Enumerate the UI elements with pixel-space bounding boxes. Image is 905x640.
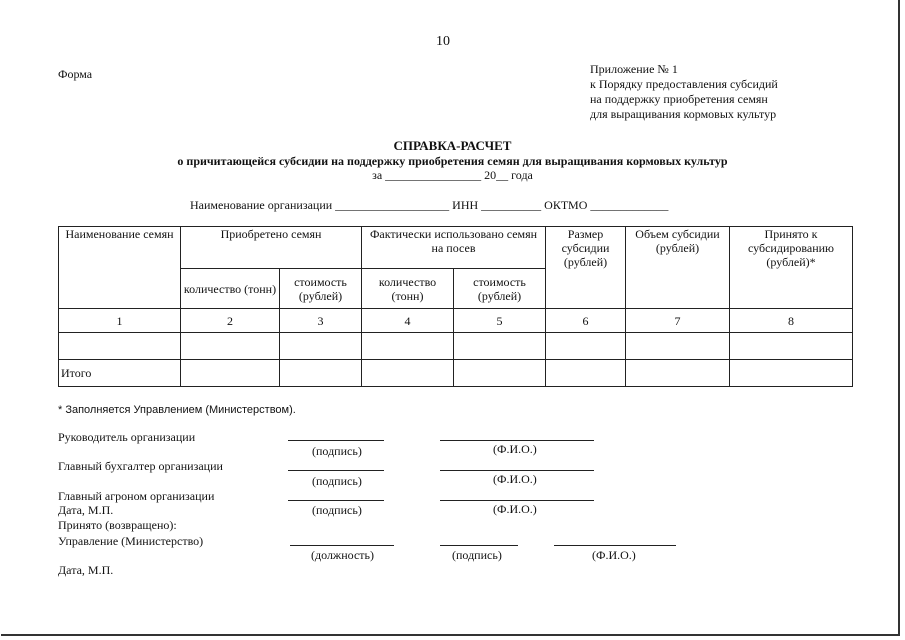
table-cell[interactable] xyxy=(59,333,181,360)
total-label: Итого xyxy=(59,360,181,387)
head-label: Руководитель организации xyxy=(58,430,196,444)
accountant-label: Главный бухгалтер организации xyxy=(58,459,223,473)
subheader-quantity-bought: количество (тонн) xyxy=(181,269,280,309)
table-cell[interactable] xyxy=(730,360,853,387)
agronomist-name-line[interactable] xyxy=(440,500,594,501)
appendix-line: к Порядку предоставления субсидий xyxy=(590,77,778,91)
accountant-name-line[interactable] xyxy=(440,470,594,471)
document-subtitle: о причитающейся субсидии на поддержку приобретения семян для выращивания кормовых культур xyxy=(177,154,728,168)
department-name-line[interactable] xyxy=(554,545,676,546)
column-number: 1 xyxy=(59,309,181,333)
footnote: * Заполняется Управлением (Министерством). xyxy=(58,404,296,416)
header-used: Фактически использовано семян на посев xyxy=(362,227,546,269)
form-label: Форма xyxy=(58,67,93,81)
header-subsidy-volume: Объем субсидии (рублей) xyxy=(626,227,730,309)
column-number: 6 xyxy=(546,309,626,333)
table-cell[interactable] xyxy=(454,360,546,387)
department-label: Управление (Министерство) xyxy=(58,534,204,548)
subheader-cost-used: стоимость (рублей) xyxy=(454,269,546,309)
table-row xyxy=(59,333,853,360)
page-number: 10 xyxy=(436,34,450,49)
name-caption: (Ф.И.О.) xyxy=(493,502,537,516)
signature-caption: (подпись) xyxy=(312,474,362,488)
department-position-line[interactable] xyxy=(290,545,394,546)
table-cell[interactable] xyxy=(181,333,280,360)
signature-caption: (подпись) xyxy=(452,548,502,562)
subheader-cost-bought: стоимость (рублей) xyxy=(280,269,362,309)
head-name-line[interactable] xyxy=(440,440,594,441)
table-cell[interactable] xyxy=(454,333,546,360)
column-number: 4 xyxy=(362,309,454,333)
column-number: 7 xyxy=(626,309,730,333)
agronomist-signature-line[interactable] xyxy=(288,500,384,501)
total-row xyxy=(59,360,853,387)
header-accepted: Принято к субсидированию (рублей)* xyxy=(730,227,853,309)
table-cell[interactable] xyxy=(626,360,730,387)
accepted-label: Принято (возвращено): xyxy=(58,518,177,532)
department-signature-line[interactable] xyxy=(440,545,518,546)
head-signature-line[interactable] xyxy=(288,440,384,441)
name-caption: (Ф.И.О.) xyxy=(493,472,537,486)
calculation-table xyxy=(58,226,853,387)
date-stamp-label: Дата, М.П. xyxy=(58,563,114,577)
table-cell[interactable] xyxy=(181,360,280,387)
table-cell[interactable] xyxy=(280,360,362,387)
table-cell[interactable] xyxy=(626,333,730,360)
header-bought: Приобретено семян xyxy=(181,227,362,269)
table-cell[interactable] xyxy=(362,333,454,360)
column-number: 2 xyxy=(181,309,280,333)
column-number: 3 xyxy=(280,309,362,333)
signature-caption: (подпись) xyxy=(312,503,362,517)
column-number: 8 xyxy=(730,309,853,333)
header-seed-name: Наименование семян xyxy=(59,227,181,309)
agronomist-label: Главный агроном организации xyxy=(58,489,215,503)
column-number-row xyxy=(59,309,853,333)
name-caption: (Ф.И.О.) xyxy=(592,548,636,562)
period-line: за ________________ 20__ года xyxy=(372,168,533,182)
table-cell[interactable] xyxy=(730,333,853,360)
signature-caption: (подпись) xyxy=(312,444,362,458)
name-caption: (Ф.И.О.) xyxy=(493,442,537,456)
table-cell[interactable] xyxy=(546,333,626,360)
date-stamp-label: Дата, М.П. xyxy=(58,503,114,517)
header-subsidy-size: Размер субсидии (рублей) xyxy=(546,227,626,309)
appendix-line: Приложение № 1 xyxy=(590,62,678,76)
table-cell[interactable] xyxy=(362,360,454,387)
accountant-signature-line[interactable] xyxy=(288,470,384,471)
appendix-line: на поддержку приобретения семян xyxy=(590,92,768,106)
table-cell[interactable] xyxy=(546,360,626,387)
table-cell[interactable] xyxy=(280,333,362,360)
document-title: СПРАВКА-РАСЧЕТ xyxy=(393,138,512,153)
subheader-quantity-used: количество (тонн) xyxy=(362,269,454,309)
position-caption: (должность) xyxy=(311,548,374,562)
appendix-line: для выращивания кормовых культур xyxy=(590,107,777,121)
organization-line: Наименование организации ___________________ ИНН __________ ОКТМО _____________ xyxy=(190,198,669,212)
column-number: 5 xyxy=(454,309,546,333)
appendix-block xyxy=(590,62,778,122)
